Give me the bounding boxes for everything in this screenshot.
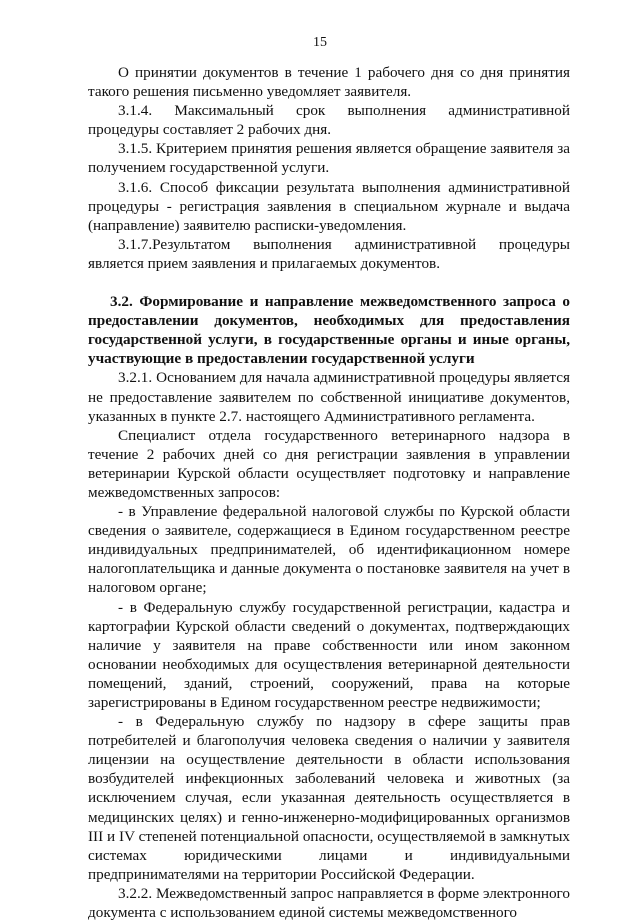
paragraph-3-1-4: 3.1.4. Максимальный срок выполнения административной процедуры составляет 2 рабочих дня. (88, 102, 570, 139)
paragraph-3-1-6: 3.1.6. Способ фиксации результата выполнения административной процедуры - регистрация заявления в специальном журнале и выдача (направление) заявителю расписки-уведомления. (88, 178, 570, 234)
paragraph-3-1-7: 3.1.7.Результатом выполнения административной процедуры является прием заявления и прилагаемых документов. (88, 235, 570, 272)
paragraph-3-1-5: 3.1.5. Критерием принятия решения является обращение заявителя за получением государственной услуги. (88, 140, 570, 177)
page-number: 15 (313, 35, 327, 50)
list-item-registration-service: - в Федеральную службу государственной регистрации, кадастра и картографии Курской области сведений о документах, подтверждающих наличие у заявителя на праве собственности или ином законном основании необходимых для осуществления ветеринарной деятельности помещений, зданий, строений, сооружений, права на которые зарегистрированы в Едином государственном реестре недвижимости; (88, 598, 570, 711)
list-item-consumer-protection: - в Федеральную службу по надзору в сфере защиты прав потребителей и благополучия человека сведения о наличии у заявителя лицензии на осуществление деятельности в области использования возбудителей инфекционных заболеваний человека и животных (за исключением случая, если указанная деятельность осуществляется в медицинских целях) и генно-инженерно-модифицированных организмов III и IV степеней потенциальной опасности, осуществляемой в замкнутых системах юридическими лицами и индивидуальными предпринимателями на территории Российской Федерации. (88, 713, 570, 883)
section-heading-3-2: 3.2. Формирование и направление межведомственного запроса о предоставлении документов, необходимых для предоставления государственной услуги, в государственные органы и иные органы, участвующие в предоставлении государственной услуги (88, 293, 570, 368)
paragraph-3-2-2: 3.2.2. Межведомственный запрос направляется в форме электронного документа с использованием единой системы межведомственного (88, 884, 570, 922)
list-item-tax-service: - в Управление федеральной налоговой службы по Курской области сведения о заявителе, содержащиеся в Едином государственном реестре индивидуальных предпринимателей, об идентификационном номере налогоплательщика и данные документа о постановке заявителя на учет в налоговом органе; (88, 503, 570, 597)
paragraph-specialist: Специалист отдела государственного ветеринарного надзора в течение 2 рабочих дней со дня регистрации заявления в управлении ветеринарии Курской области осуществляет подготовку и направление межведомственных запросов: (88, 426, 570, 501)
paragraph-3-2-1: 3.2.1. Основанием для начала административной процедуры является не предоставление заявителем по собственной инициативе документов, указанных в пункте 2.7. настоящего Административного регламента. (88, 369, 570, 425)
document-body (88, 63, 570, 922)
paragraph-acceptance-notice: О принятии документов в течение 1 рабочего дня со дня принятия такого решения письменно уведомляет заявителя. (88, 64, 570, 101)
